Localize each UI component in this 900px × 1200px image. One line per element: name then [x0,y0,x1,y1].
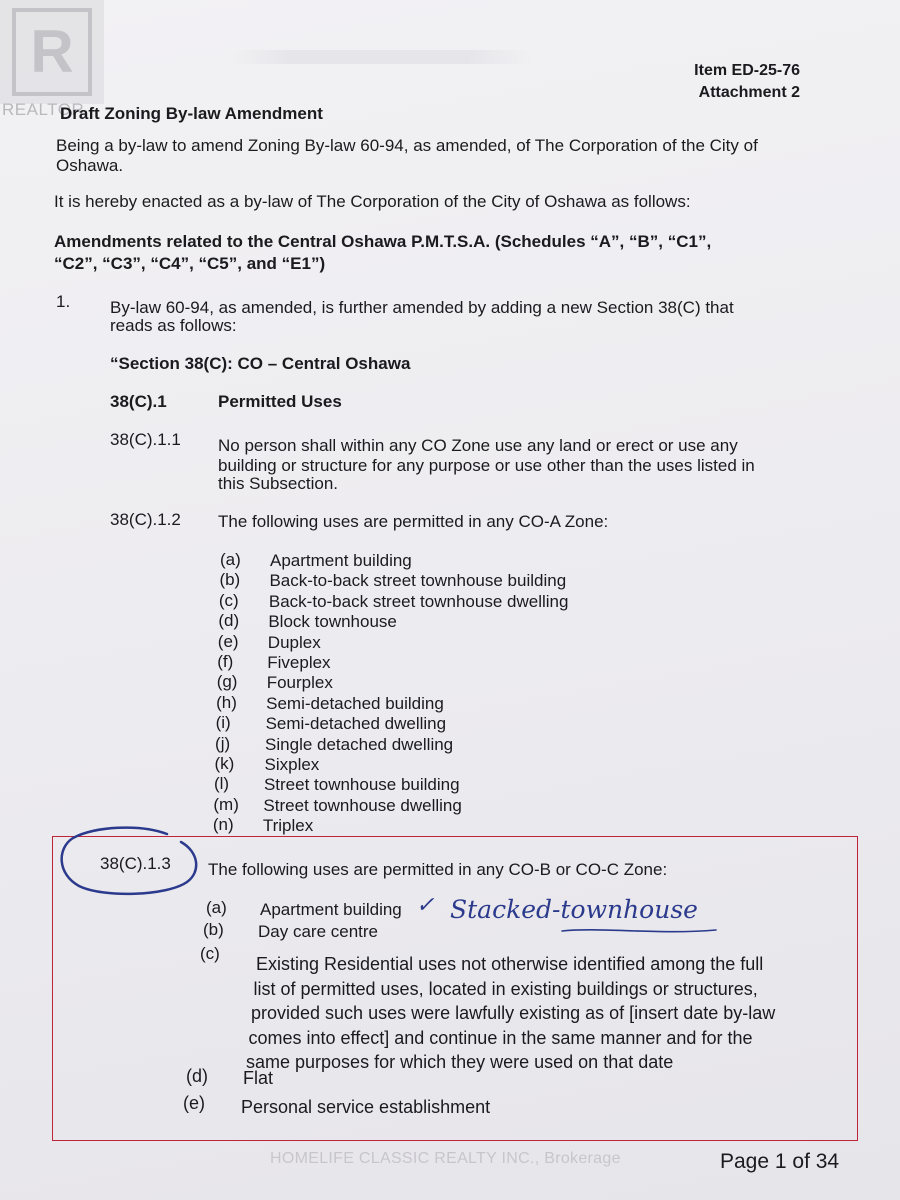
list-item-letter: (j) [215,733,231,753]
list-item-letter: (i) [215,713,231,733]
list-item-letter: (k) [214,754,235,773]
clause-38c11-line-2: building or structure for any purpose or use other than the uses listed in [218,456,755,475]
intro-line-2: Oshawa. [56,156,124,175]
clause-line-1: By-law 60-94, as amended, is further amended by adding a new Section 38(C) that [110,298,734,317]
attachment-label: Attachment 2 [698,84,800,101]
list-item-text: Street townhouse dwelling [263,795,462,815]
list-item-text: Apartment building [270,551,412,570]
co-b-item-e-letter: (e) [183,1093,205,1113]
subsection-number: 38(C).1 [110,392,167,411]
clause-38c13-number: 38(C).1.3 [100,854,171,873]
page-number: Page 1 of 34 [720,1150,840,1173]
amendments-heading-1: Amendments related to the Central Oshawa P.M.T.S.A. (Schedules “A”, “B”, “C1”, [54,232,712,251]
clause-38c11-number: 38(C).1.1 [110,430,181,449]
item-c-line: comes into effect] and continue in the same manner and for the [248,1027,753,1048]
co-b-item-a-text: Apartment building [260,900,402,919]
list-item-text: Back-to-back street townhouse dwelling [268,591,569,611]
list-item-text: Street townhouse building [263,775,460,795]
svg-text:R: R [30,18,74,85]
item-number: Item ED-25-76 [694,62,800,79]
clause-38c12-text: The following uses are permitted in any CO-A Zone: [218,512,609,531]
list-item-letter: (e) [217,631,239,651]
subsection-title: Permitted Uses [218,392,342,411]
list-item-text: Triplex [262,816,314,836]
amendments-heading-2: “C2”, “C3”, “C4”, “C5”, and “E1”) [54,254,326,273]
list-item-letter: (f) [217,652,234,671]
handwritten-note: Stacked-townhouse [450,895,698,924]
realtor-watermark: REALTOR [2,100,85,119]
list-item-text: Single detached dwelling [265,734,454,754]
item-c-line: same purposes for which they were used on that date [246,1052,674,1072]
list-item-text: Fiveplex [267,653,331,672]
list-item-letter: (b) [219,570,241,590]
list-item-letter: (c) [218,590,239,610]
item-c-line: provided such uses were lawfully existing as of [insert date by-law [251,1003,776,1023]
co-b-item-c-letter: (c) [200,944,220,963]
co-b-item-e-text: Personal service establishment [241,1097,491,1117]
list-item-letter: (d) [218,611,240,631]
list-item-letter: (a) [220,550,241,569]
list-item-text: Semi-detached building [266,693,444,713]
section-title: “Section 38(C): CO – Central Oshawa [110,354,411,373]
enacted-statement: It is hereby enacted as a by-law of The Corporation of the City of Oshawa as follows: [54,192,691,211]
intro-line-1: Being a by-law to amend Zoning By-law 60-94, as amended, of The Corporation of the City of [56,136,758,155]
list-item-letter: (g) [216,672,238,692]
handwritten-checkmark: ✓ [416,893,435,918]
list-item-letter: (m) [213,794,239,814]
list-item-text: Back-to-back street townhouse building [269,571,567,591]
list-item-text: Sixplex [264,755,320,774]
clause-38c11-line-3: this Subsection. [218,474,339,493]
brokerage-watermark: HOMELIFE CLASSIC REALTY INC., Brokerage [270,1150,621,1167]
clause-line-2: reads as follows: [110,316,237,335]
co-b-item-d-text: Flat [243,1068,274,1088]
clause-38c13-text: The following uses are permitted in any CO-B or CO-C Zone: [208,860,668,879]
item-c-line: Existing Residential uses not otherwise identified among the full [256,954,764,974]
list-item-text: Semi-detached dwelling [265,714,447,734]
clause-38c11-line-1: No person shall within any CO Zone use any land or erect or use any [218,436,738,455]
list-item-text: Fourplex [266,673,333,693]
clause-38c12-number: 38(C).1.2 [110,510,181,529]
list-item-text: Duplex [267,632,321,652]
clause-number: 1. [56,292,71,311]
realtor-logo-icon [0,0,104,104]
co-b-item-a-letter: (a) [206,898,227,917]
list-item-letter: (h) [216,692,237,712]
bleed-through [230,50,530,64]
list-item-letter: (n) [212,815,234,835]
item-c-line: list of permitted uses, located in existing buildings or structures, [253,978,758,999]
co-b-item-d-letter: (d) [186,1066,208,1086]
list-item-letter: (l) [213,774,230,794]
co-b-item-b-text: Day care centre [258,922,378,941]
co-b-item-b-letter: (b) [203,920,224,939]
item-attachment-header [694,60,800,104]
list-item-text: Block townhouse [268,612,397,632]
handwritten-underline-icon [560,925,720,937]
draft-title: Draft Zoning By-law Amendment [60,104,323,123]
